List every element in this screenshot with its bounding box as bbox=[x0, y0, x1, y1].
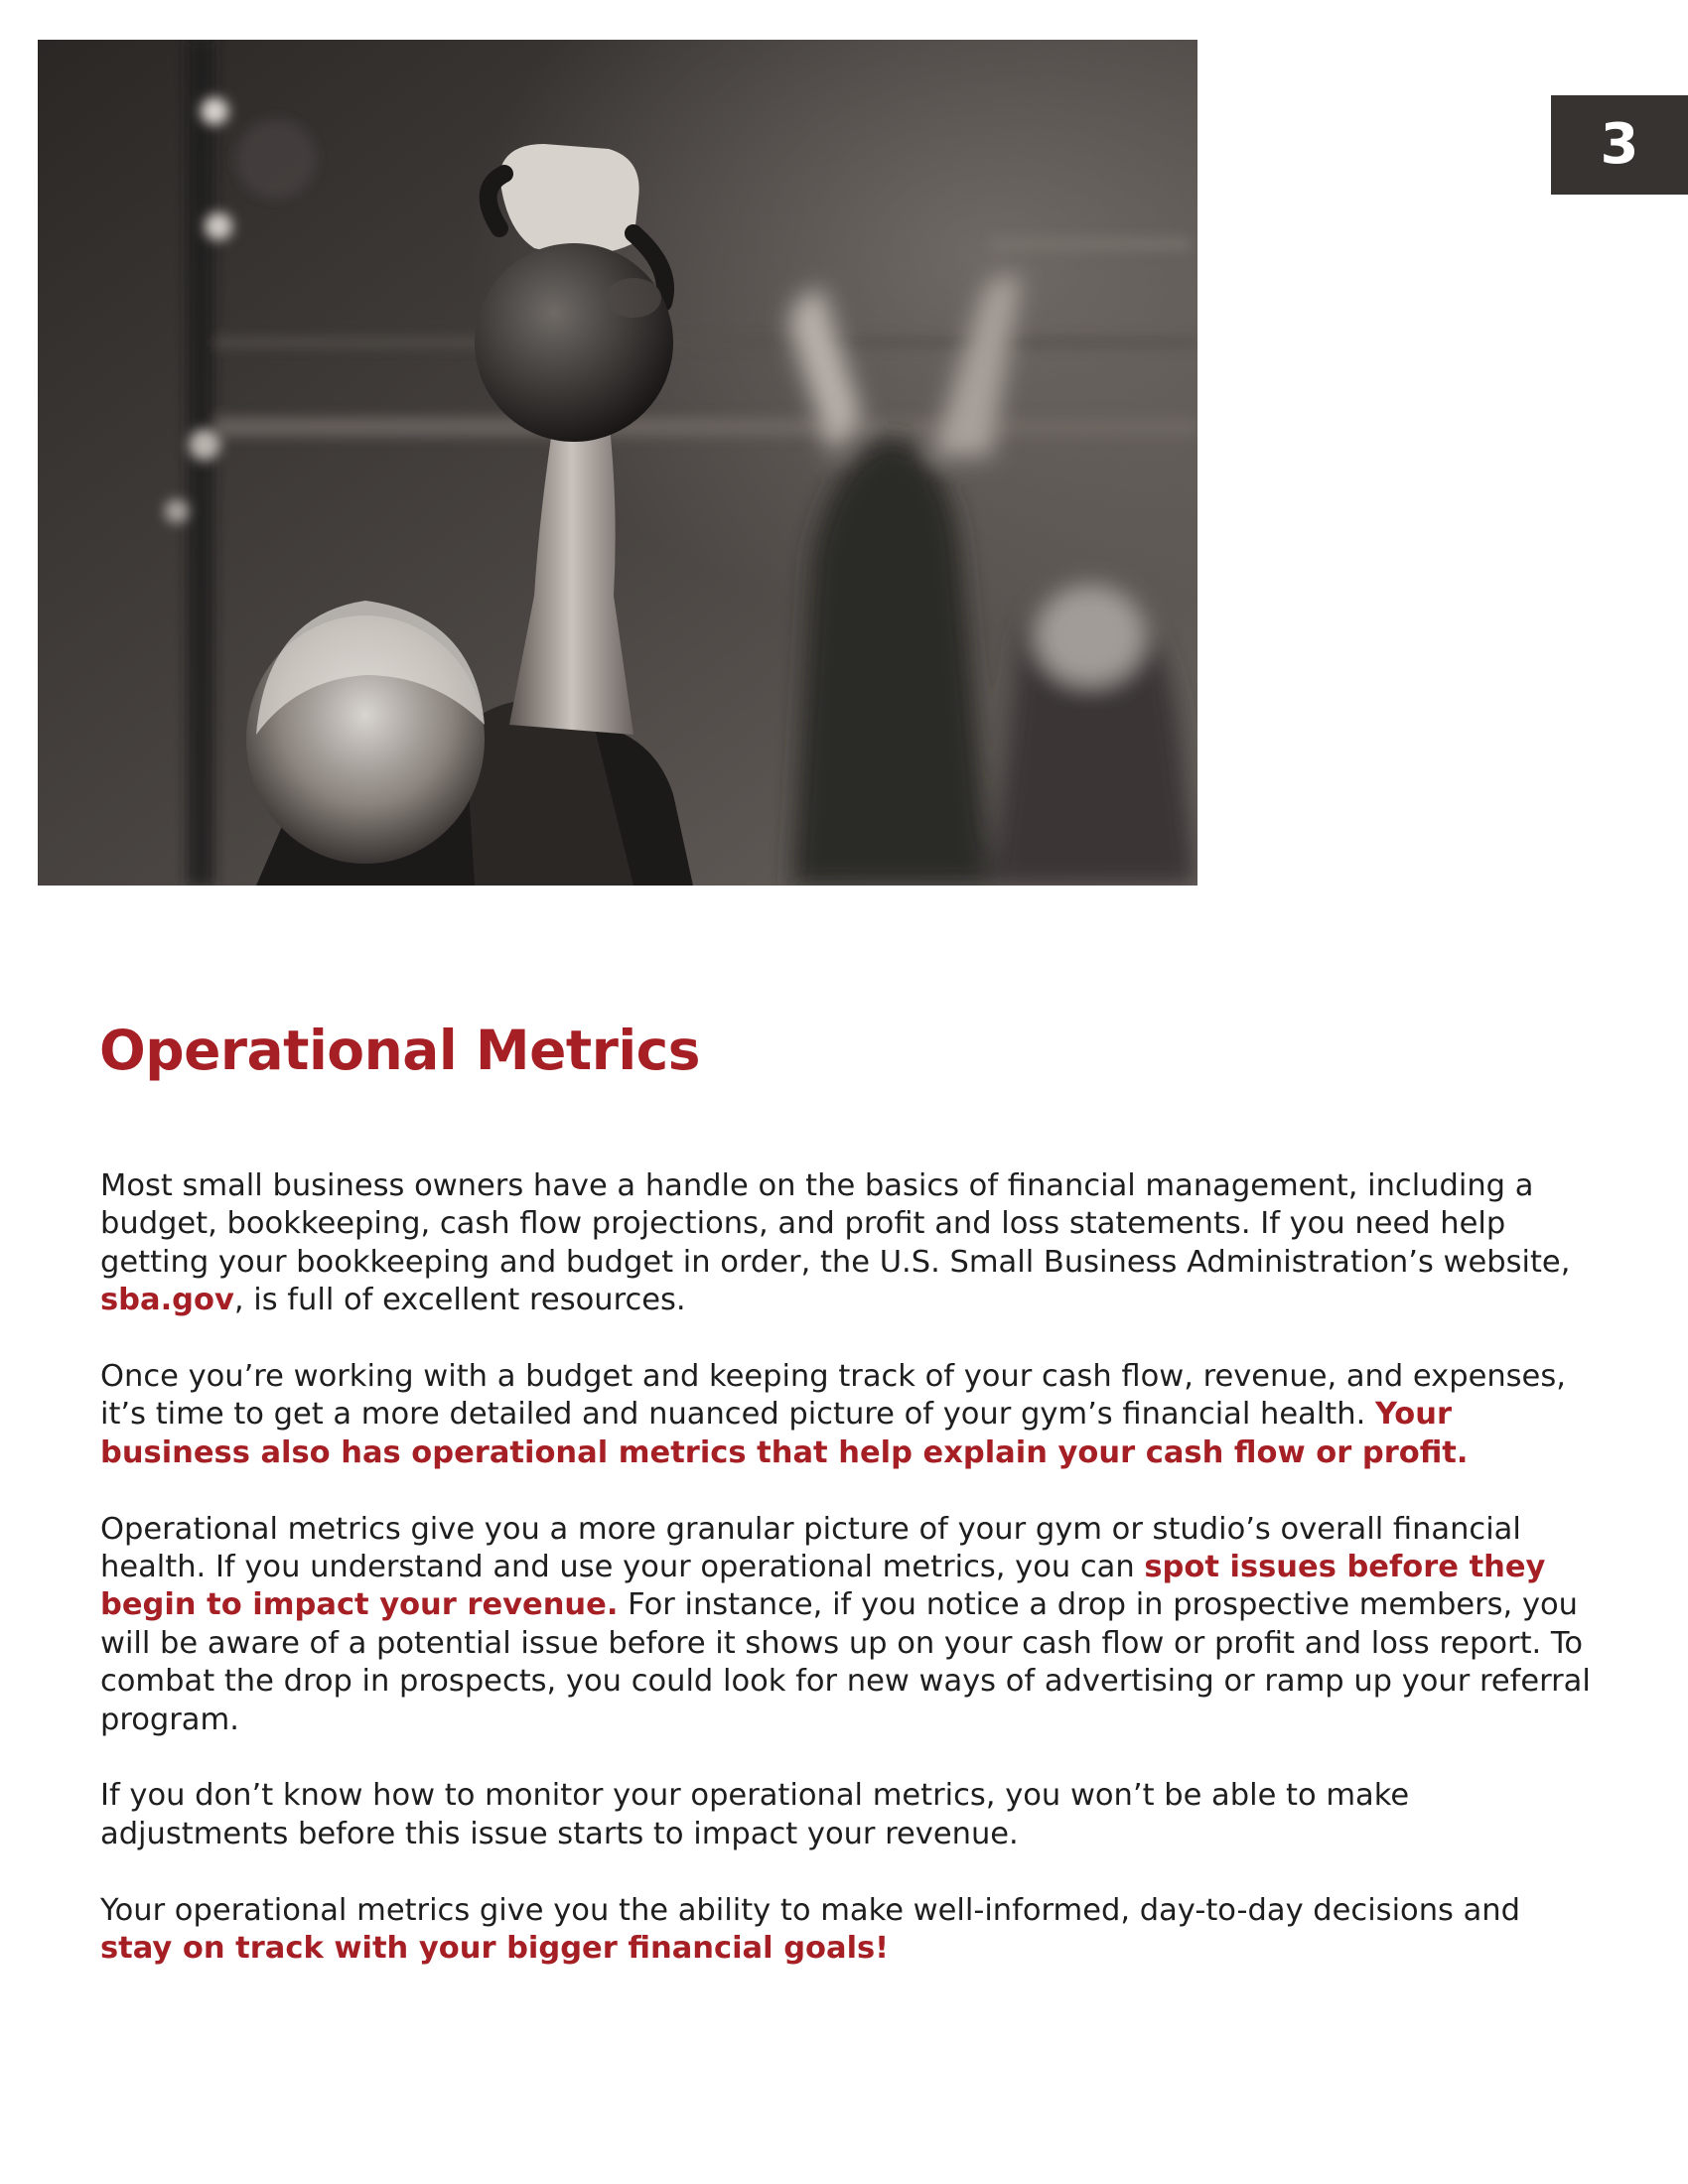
budget-highlight: Your business also has operational metrics that help explain your cash flow or profit. bbox=[100, 1397, 1469, 1470]
page-title: Operational Metrics bbox=[99, 1019, 701, 1082]
page-number-badge: 3 bbox=[1551, 95, 1688, 195]
granular-highlight: spot issues before they begin to impact your revenue. bbox=[100, 1550, 1546, 1623]
closing-text: Your operational metrics give you the ability to make well-informed, day-to-day decisions and bbox=[100, 1892, 1521, 1928]
hero-photo bbox=[38, 40, 1197, 886]
article-body bbox=[100, 1167, 1595, 2006]
budget-text: Once you’re working with a budget and keeping track of your cash flow, revenue, and expenses, it’s time to get a more detailed and nuanced picture of your gym’s financial health. bbox=[100, 1359, 1566, 1433]
paragraph-budget bbox=[100, 1358, 1595, 1472]
granular-text: Operational metrics give you a more granular picture of your gym or studio’s overall financial health. If you understand and use your operational metrics, you can bbox=[100, 1511, 1521, 1585]
intro-text-end: , is full of excellent resources. bbox=[233, 1283, 686, 1318]
sba-link[interactable]: sba.gov bbox=[100, 1283, 234, 1318]
monitor-text: If you don’t know how to monitor your operational metrics, you won’t be able to make adjustments before this issue starts to impact your revenue. bbox=[100, 1778, 1410, 1851]
paragraph-intro bbox=[100, 1167, 1595, 1320]
paragraph-monitor bbox=[100, 1777, 1595, 1853]
intro-text: Most small business owners have a handle on the basics of financial management, including a budget, bookkeeping, cash flow projections, and profit and loss statements. If you need help getting your bookkeeping and budget in order, the U.S. Small Business Administration’s website, bbox=[100, 1168, 1571, 1280]
paragraph-granular bbox=[100, 1511, 1595, 1739]
paragraph-closing bbox=[100, 1892, 1595, 1969]
granular-text-end: For instance, if you notice a drop in prospective members, you will be aware of a potential issue before it shows up on your cash flow or profit and loss report. To combat the drop in prospects, you could look for new ways of advertising or ramp up your referral program. bbox=[100, 1587, 1591, 1737]
closing-highlight: stay on track with your bigger financial goals! bbox=[100, 1931, 890, 1967]
